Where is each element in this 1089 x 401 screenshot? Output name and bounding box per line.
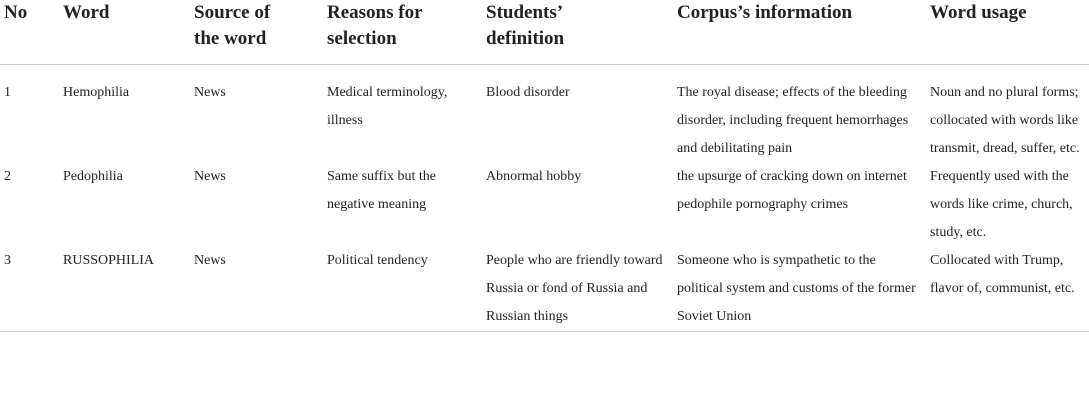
table-row <box>0 163 1089 247</box>
cell-definition: People who are friendly toward Russia or fond of Russia and Russian things <box>486 253 663 324</box>
header-corpus: Corpus’s information <box>677 2 853 23</box>
cell-corpus: the upsurge of cracking down on internet pedophile pornography crimes <box>677 169 907 212</box>
header-usage: Word usage <box>930 2 1027 23</box>
header-row <box>0 0 1089 65</box>
cell-usage: Noun and no plural forms; collocated with words like transmit, dread, suffer, etc. <box>930 85 1080 156</box>
cell-word: RUSSOPHILIA <box>63 253 155 268</box>
table-row <box>0 247 1089 332</box>
cell-source: News <box>194 85 226 100</box>
header-definition: Students’ definition <box>486 2 565 49</box>
cell-source: News <box>194 169 226 184</box>
header-word: Word <box>63 2 110 23</box>
cell-usage: Collocated with Trump, flavor of, communist, etc. <box>930 253 1075 296</box>
cell-reason: Medical terminology, illness <box>327 85 448 128</box>
header-no: No <box>4 2 28 23</box>
cell-reason: Same suffix but the negative meaning <box>327 169 437 212</box>
cell-usage: Frequently used with the words like crime, church, study, etc. <box>930 169 1073 240</box>
header-source: Source of the word <box>194 2 271 49</box>
cell-no: 2 <box>4 169 11 184</box>
table-row <box>0 65 1089 164</box>
header-reasons: Reasons for selection <box>327 2 423 49</box>
cell-no: 1 <box>4 85 11 100</box>
cell-word: Pedophilia <box>63 169 123 184</box>
cell-definition: Abnormal hobby <box>486 169 582 184</box>
cell-corpus: The royal disease; effects of the bleeding disorder, including frequent hemorrhages and debilitating pain <box>677 85 909 156</box>
cell-word: Hemophilia <box>63 85 130 100</box>
cell-corpus: Someone who is sympathetic to the political system and customs of the former Soviet Union <box>677 253 916 324</box>
cell-no: 3 <box>4 253 11 268</box>
cell-reason: Political tendency <box>327 253 428 268</box>
cell-source: News <box>194 253 226 268</box>
cell-definition: Blood disorder <box>486 85 570 100</box>
